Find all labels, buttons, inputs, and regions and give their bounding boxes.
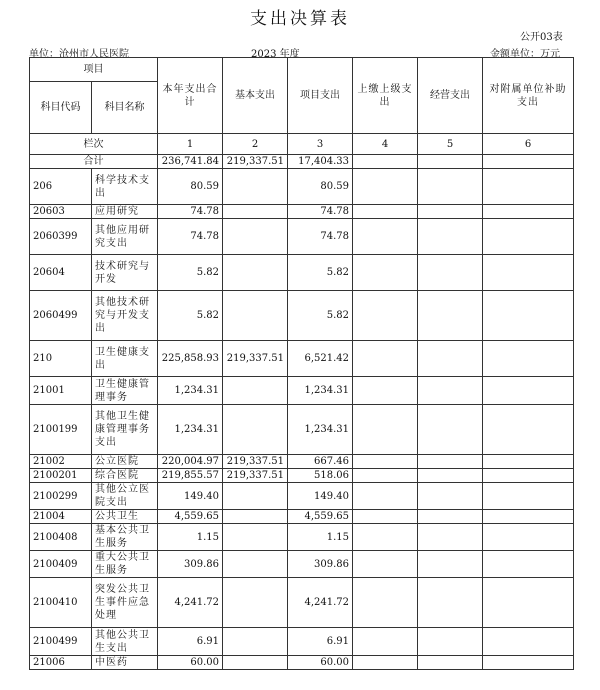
row-empty-cell [353,510,418,524]
row-code: 2100410 [30,578,92,628]
row-project: 74.78 [288,205,353,219]
row-project: 6.91 [288,628,353,656]
row-empty-cell [353,377,418,405]
row-basic [223,405,288,455]
row-basic [223,483,288,510]
row-empty-cell [353,578,418,628]
row-basic [223,578,288,628]
expenditure-table [29,57,574,670]
table-row [30,455,574,469]
row-total: 309.86 [158,551,223,578]
row-empty-cell [418,469,483,483]
row-project: 4,241.72 [288,578,353,628]
column-num: 3 [288,134,353,155]
row-project: 74.78 [288,219,353,255]
row-total: 219,855.57 [158,469,223,483]
row-project: 1,234.31 [288,377,353,405]
row-basic [223,524,288,551]
table-row [30,255,574,291]
row-total: 74.78 [158,205,223,219]
row-total: 4,241.72 [158,578,223,628]
row-code: 210 [30,341,92,377]
row-empty-cell [353,524,418,551]
row-code: 20603 [30,205,92,219]
row-empty-cell [483,578,574,628]
row-name: 其他应用研究支出 [92,219,158,255]
form-number: 公开03表 [520,32,563,43]
row-name: 其他技术研究与开发支出 [92,291,158,341]
table-row [30,291,574,341]
row-empty-cell [353,483,418,510]
header-basic: 基本支出 [223,58,288,134]
row-empty-cell [418,628,483,656]
column-num: 2 [223,134,288,155]
column-num: 6 [483,134,574,155]
total-row-label: 合计 [30,155,158,169]
row-code: 21001 [30,377,92,405]
row-empty-cell [353,656,418,670]
row-total: 1,234.31 [158,405,223,455]
row-empty-cell [483,255,574,291]
total-row-basic: 219,337.51 [223,155,288,169]
row-project: 667.46 [288,455,353,469]
row-code: 21006 [30,656,92,670]
header-code: 科目代码 [30,82,92,134]
row-empty-cell [353,405,418,455]
table-row [30,578,574,628]
column-num: 4 [353,134,418,155]
row-project: 1,234.31 [288,405,353,455]
row-basic [223,219,288,255]
row-empty-cell [353,255,418,291]
row-code: 20604 [30,255,92,291]
table-row [30,405,574,455]
row-total: 149.40 [158,483,223,510]
row-empty-cell [353,469,418,483]
row-total: 80.59 [158,169,223,205]
row-empty-cell [418,205,483,219]
year-label: 2023 年度 [251,49,300,60]
row-basic [223,656,288,670]
table-row [30,483,574,510]
row-empty-cell [353,341,418,377]
row-empty-cell [483,219,574,255]
row-empty-cell [418,377,483,405]
row-code: 2100499 [30,628,92,656]
row-code: 21002 [30,455,92,469]
table-row [30,628,574,656]
unit-label: 单位：沧州市人民医院 [29,49,129,60]
row-basic [223,510,288,524]
row-basic [223,291,288,341]
row-project: 4,559.65 [288,510,353,524]
row-name: 技术研究与开发 [92,255,158,291]
table-row [30,510,574,524]
row-empty-cell [483,551,574,578]
row-basic [223,628,288,656]
row-empty-cell [483,483,574,510]
table-row [30,169,574,205]
row-total: 5.82 [158,255,223,291]
row-code: 2100201 [30,469,92,483]
table-row [30,469,574,483]
row-basic [223,377,288,405]
row-empty-cell [418,578,483,628]
row-empty-cell [483,169,574,205]
row-basic: 219,337.51 [223,469,288,483]
row-empty-cell [353,551,418,578]
row-empty-cell [418,219,483,255]
row-name: 突发公共卫生事件应急处理 [92,578,158,628]
row-empty-cell [483,205,574,219]
row-name: 科学技术支出 [92,169,158,205]
row-total: 5.82 [158,291,223,341]
header-subsidy: 对附属单位补助支出 [483,58,574,134]
row-empty-cell [483,455,574,469]
row-name: 其他卫生健康管理事务支出 [92,405,158,455]
row-basic [223,551,288,578]
column-num: 5 [418,134,483,155]
page-title: 支出决算表 [250,9,350,29]
header-item: 项目 [30,58,158,82]
row-basic: 219,337.51 [223,341,288,377]
row-total: 60.00 [158,656,223,670]
table-row [30,205,574,219]
table-row [30,377,574,405]
row-total: 1.15 [158,524,223,551]
row-code: 21004 [30,510,92,524]
row-name: 公立医院 [92,455,158,469]
row-empty-cell [418,455,483,469]
row-empty-cell [418,169,483,205]
row-project: 518.06 [288,469,353,483]
row-empty-cell [353,628,418,656]
column-row-label: 栏次 [30,134,158,155]
header-upper: 上缴上级支出 [353,58,418,134]
row-empty-cell [353,219,418,255]
row-empty-cell [483,469,574,483]
row-empty-cell [483,628,574,656]
row-name: 其他公立医院支出 [92,483,158,510]
row-code: 2100408 [30,524,92,551]
row-name: 中医药 [92,656,158,670]
row-basic [223,255,288,291]
row-empty-cell [418,551,483,578]
header-name: 科目名称 [92,82,158,134]
row-empty-cell [418,341,483,377]
header-operating: 经营支出 [418,58,483,134]
row-project: 309.86 [288,551,353,578]
row-empty-cell [353,455,418,469]
row-total: 220,004.97 [158,455,223,469]
row-project: 149.40 [288,483,353,510]
row-name: 应用研究 [92,205,158,219]
row-project: 6,521.42 [288,341,353,377]
column-num: 1 [158,134,223,155]
row-empty-cell [418,405,483,455]
row-empty-cell [483,341,574,377]
row-code: 2100299 [30,483,92,510]
table-row [30,524,574,551]
row-empty-cell [353,169,418,205]
total-row-project: 17,404.33 [288,155,353,169]
row-code: 2060399 [30,219,92,255]
row-code: 2060499 [30,291,92,341]
row-empty-cell [418,291,483,341]
header-total: 本年支出合计 [158,58,223,134]
row-code: 2100409 [30,551,92,578]
total-row-total: 236,741.84 [158,155,223,169]
row-total: 74.78 [158,219,223,255]
row-empty-cell [483,656,574,670]
row-basic: 219,337.51 [223,455,288,469]
row-name: 其他公共卫生支出 [92,628,158,656]
row-empty-cell [418,483,483,510]
row-empty-cell [418,510,483,524]
row-project: 5.82 [288,291,353,341]
row-name: 卫生健康管理事务 [92,377,158,405]
row-empty-cell [483,524,574,551]
row-code: 206 [30,169,92,205]
header-project: 项目支出 [288,58,353,134]
row-empty-cell [483,377,574,405]
row-empty-cell [483,405,574,455]
row-basic [223,205,288,219]
row-total: 4,559.65 [158,510,223,524]
row-total: 6.91 [158,628,223,656]
row-empty-cell [418,255,483,291]
table-row [30,656,574,670]
row-project: 60.00 [288,656,353,670]
row-code: 2100199 [30,405,92,455]
table-row [30,219,574,255]
row-project: 5.82 [288,255,353,291]
row-total: 1,234.31 [158,377,223,405]
amount-unit: 金额单位：万元 [490,49,560,60]
row-name: 综合医院 [92,469,158,483]
row-project: 80.59 [288,169,353,205]
row-empty-cell [353,205,418,219]
row-basic [223,169,288,205]
row-total: 225,858.93 [158,341,223,377]
row-name: 基本公共卫生服务 [92,524,158,551]
row-project: 1.15 [288,524,353,551]
row-name: 重大公共卫生服务 [92,551,158,578]
table-row [30,551,574,578]
row-empty-cell [483,291,574,341]
table-row [30,341,574,377]
row-name: 卫生健康支出 [92,341,158,377]
row-empty-cell [418,524,483,551]
row-empty-cell [483,510,574,524]
row-empty-cell [418,656,483,670]
row-empty-cell [353,291,418,341]
row-name: 公共卫生 [92,510,158,524]
